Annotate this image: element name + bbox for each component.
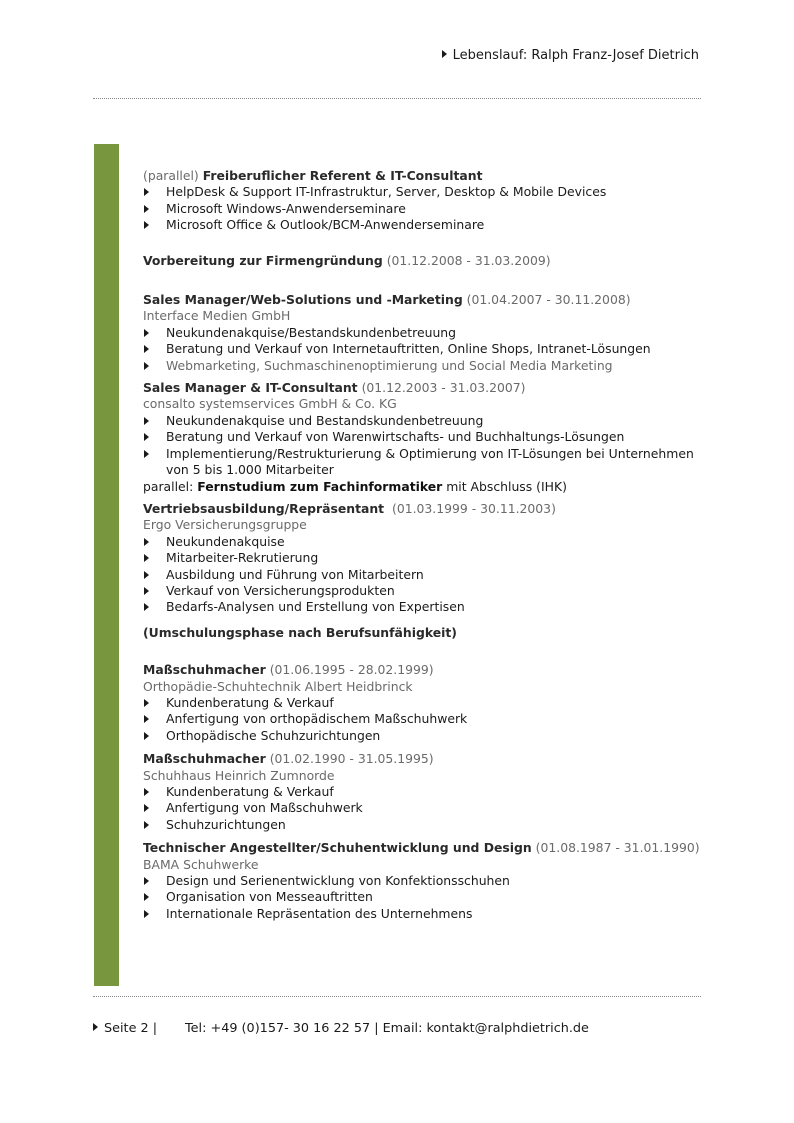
triangle-bullet-icon — [144, 362, 149, 370]
cv-entry-founding-prep — [143, 253, 703, 269]
bullet-list — [143, 695, 703, 744]
triangle-bullet-icon — [144, 205, 149, 213]
entry-title: Freiberuflicher Referent & IT-Consultant — [202, 168, 483, 183]
cv-entry-interface-medien — [143, 292, 703, 374]
footer-divider — [93, 996, 701, 997]
triangle-bullet-icon — [144, 538, 149, 546]
triangle-bullet-icon — [144, 715, 149, 723]
bullet-list — [143, 325, 703, 374]
triangle-bullet-icon — [144, 821, 149, 829]
document-header-title: Lebenslauf: Ralph Franz-Josef Dietrich — [442, 48, 699, 63]
list-item: Mitarbeiter-Rekrutierung — [143, 550, 703, 566]
triangle-bullet-icon — [93, 1023, 98, 1031]
list-item: Schuhzurichtungen — [143, 817, 703, 833]
list-item: Beratung und Verkauf von Internetauftritten, Online Shops, Intranet-Lösungen — [143, 341, 703, 357]
contact-info: Tel: +49 (0)157- 30 16 22 57 | Email: kontakt@ralphdietrich.de — [185, 1021, 589, 1036]
bullet-list — [143, 534, 703, 616]
triangle-bullet-icon — [144, 221, 149, 229]
entry-company: Interface Medien GmbH — [143, 308, 291, 324]
bullet-list — [143, 784, 703, 833]
entry-dates: (01.02.1990 - 31.05.1995) — [269, 751, 434, 767]
triangle-bullet-icon — [144, 788, 149, 796]
list-item: HelpDesk & Support IT-Infrastruktur, Server, Desktop & Mobile Devices — [143, 184, 703, 200]
entry-company: BAMA Schuhwerke — [143, 856, 259, 872]
list-item: Verkauf von Versicherungsprodukten — [143, 583, 703, 599]
triangle-bullet-icon — [144, 571, 149, 579]
entry-title: Sales Manager/Web-Solutions und -Marketing — [143, 292, 463, 308]
list-item: Beratung und Verkauf von Warenwirtschafts- und Buchhaltungs-Lösungen — [143, 429, 703, 445]
list-item: Anfertigung von orthopädischem Maßschuhwerk — [143, 711, 703, 727]
cv-entry-consalto — [143, 380, 703, 495]
cv-entry-heidbrinck — [143, 662, 703, 744]
header-divider — [93, 98, 701, 99]
list-item: Microsoft Windows-Anwenderseminare — [143, 201, 703, 217]
cv-entry-ergo — [143, 501, 703, 616]
triangle-bullet-icon — [144, 603, 149, 611]
cv-content — [143, 168, 703, 925]
cv-entry-retraining — [143, 625, 703, 641]
triangle-bullet-icon — [144, 804, 149, 812]
list-item: Implementierung/Restrukturierung & Optimierung von IT-Lösungen bei Unternehmen von 5 bis 1.000 Mitarbeiter — [143, 446, 703, 479]
entry-company: Ergo Versicherungsgruppe — [143, 517, 307, 533]
cv-entry-zumnorde — [143, 751, 703, 833]
list-item: Organisation von Messeauftritten — [143, 889, 703, 905]
triangle-bullet-icon — [144, 345, 149, 353]
list-item: Ausbildung und Führung von Mitarbeitern — [143, 567, 703, 583]
list-item: Neukundenakquise/Bestandskundenbetreuung — [143, 325, 703, 341]
entry-dates: (01.12.2008 - 31.03.2009) — [386, 252, 551, 268]
entry-title: Vorbereitung zur Firmengründung — [143, 252, 383, 268]
entry-company: Orthopädie-Schuhtechnik Albert Heidbrinck — [143, 678, 413, 694]
list-item: Microsoft Office & Outlook/BCM-Anwenderseminare — [143, 217, 703, 233]
triangle-bullet-icon — [144, 893, 149, 901]
triangle-bullet-icon — [144, 732, 149, 740]
list-item: Orthopädische Schuhzurichtungen — [143, 728, 703, 744]
entry-prefix: (parallel) — [143, 168, 199, 183]
entry-company: Schuhhaus Heinrich Zumnorde — [143, 767, 335, 783]
entry-title: Sales Manager & IT-Consultant — [143, 380, 358, 396]
page-number: Seite 2 | — [104, 1021, 158, 1036]
list-item: Anfertigung von Maßschuhwerk — [143, 800, 703, 816]
triangle-bullet-icon — [144, 587, 149, 595]
triangle-bullet-icon — [442, 50, 447, 58]
list-item: Design und Serienentwicklung von Konfektionsschuhen — [143, 873, 703, 889]
entry-dates: (01.06.1995 - 28.02.1999) — [269, 662, 434, 678]
entry-dates: (01.08.1987 - 31.01.1990) — [535, 840, 700, 856]
list-item: Neukundenakquise — [143, 534, 703, 550]
triangle-bullet-icon — [144, 450, 149, 458]
list-item: Internationale Repräsentation des Unternehmens — [143, 906, 703, 922]
entry-dates: (01.03.1999 - 30.11.2003) — [392, 500, 556, 516]
triangle-bullet-icon — [144, 329, 149, 337]
list-item: Neukundenakquise und Bestandskundenbetreuung — [143, 413, 703, 429]
entry-title: Maßschuhmacher — [143, 751, 266, 767]
page-footer — [93, 1021, 589, 1036]
triangle-bullet-icon — [144, 433, 149, 441]
list-item: Kundenberatung & Verkauf — [143, 784, 703, 800]
list-item: Webmarketing, Suchmaschinenoptimierung und Social Media Marketing — [143, 358, 703, 374]
entry-title: (Umschulungsphase nach Berufsunfähigkeit) — [143, 624, 457, 640]
accent-sidebar-bar — [94, 144, 119, 986]
entry-dates: (01.04.2007 - 30.11.2008) — [466, 292, 631, 308]
list-item: Kundenberatung & Verkauf — [143, 695, 703, 711]
cv-entry-freelance — [143, 168, 703, 234]
entry-parallel-note: parallel: Fernstudium zum Fachinformatiker mit Abschluss (IHK) — [143, 478, 567, 494]
entry-title: Maßschuhmacher — [143, 662, 266, 678]
list-item: Bedarfs-Analysen und Erstellung von Expertisen — [143, 599, 703, 615]
bullet-list — [143, 184, 703, 233]
bullet-list — [143, 413, 703, 479]
triangle-bullet-icon — [144, 554, 149, 562]
entry-dates: (01.12.2003 - 31.03.2007) — [361, 380, 526, 396]
triangle-bullet-icon — [144, 877, 149, 885]
triangle-bullet-icon — [144, 699, 149, 707]
bullet-list — [143, 873, 703, 922]
entry-title: Vertriebsausbildung/Repräsentant — [143, 500, 385, 516]
triangle-bullet-icon — [144, 188, 149, 196]
entry-company: consalto systemservices GmbH & Co. KG — [143, 396, 397, 412]
triangle-bullet-icon — [144, 417, 149, 425]
cv-entry-bama — [143, 840, 703, 922]
entry-title: Technischer Angestellter/Schuhentwicklung und Design — [143, 840, 532, 856]
triangle-bullet-icon — [144, 910, 149, 918]
